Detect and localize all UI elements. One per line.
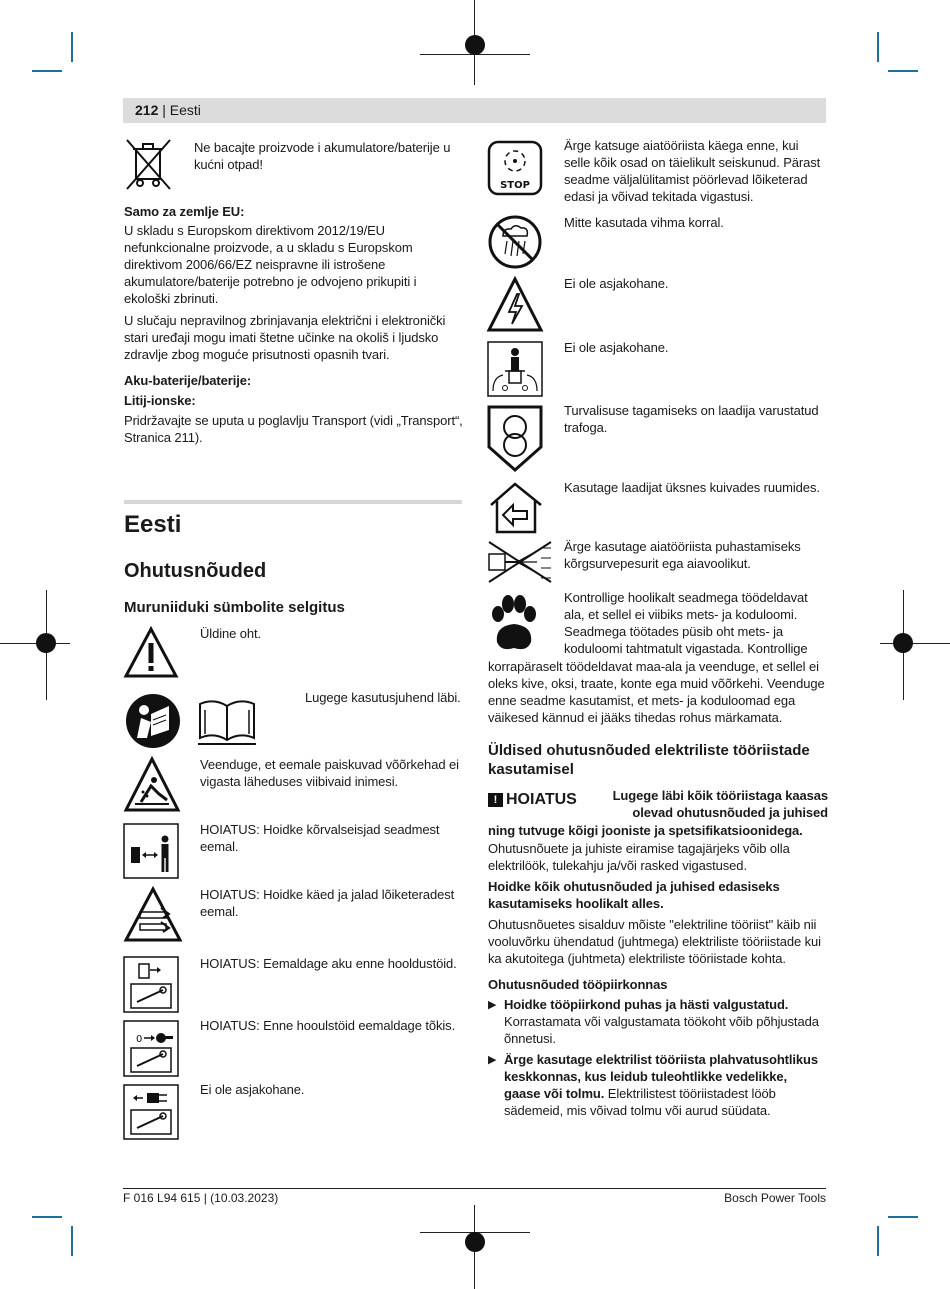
symbol-text: Kasutage laadijat üksnes kuivades ruumides. bbox=[564, 480, 820, 495]
symbol-text: Ärge katsuge aiatööriista käega enne, kui selle kõik osad on täielikult seiskunud. Pärast seadme väljalülitamist pöörlevad lõiketerad edasi ja võivad tekitada vigastusi. bbox=[564, 138, 821, 204]
electric-hazard-icon bbox=[486, 276, 544, 334]
register-dot bbox=[465, 35, 485, 55]
crop-mark bbox=[888, 1216, 918, 1218]
crop-mark bbox=[32, 1216, 62, 1218]
warning-triangle-icon bbox=[123, 626, 179, 680]
eu-heading: Samo za zemlje EU: bbox=[124, 204, 245, 219]
symbol-text: Ei ole asjakohane. bbox=[564, 340, 669, 355]
register-line bbox=[0, 643, 70, 644]
blade-hazard-icon bbox=[123, 886, 183, 944]
no-rain-icon bbox=[487, 214, 543, 270]
crop-mark bbox=[877, 1226, 879, 1256]
lithium-heading: Litij-ionske: bbox=[124, 393, 196, 408]
warning-text: Ohutusnõuete ja juhiste eiramise tagajärjeks võib olla elektrilöök, tulekahju ja/või rasked vigastused. bbox=[488, 841, 790, 873]
crop-mark bbox=[877, 32, 879, 62]
term-definition-text: Ohutusnõuetes sisalduv mõiste "elektriline tööriist" käib nii vooluvõrku ühendatud (juhtmega) elektriliste tööriistade kui ka akutoitega (juhtmeta) elektriliste tööriistade kohta. bbox=[488, 917, 821, 966]
warning-label: ! HOIATUS bbox=[488, 791, 577, 809]
warning-icon: ! bbox=[488, 793, 503, 807]
crop-mark bbox=[888, 70, 918, 72]
symbol-text: Mitte kasutada vihma korral. bbox=[564, 215, 724, 230]
crop-mark bbox=[71, 32, 73, 62]
page-title: Eesti bbox=[124, 511, 182, 538]
symbols-title: Muruniiduki sümbolite selgitus bbox=[124, 599, 345, 616]
unplug-icon bbox=[123, 1084, 179, 1140]
operator-zone-icon bbox=[487, 341, 543, 397]
warning-bold-text: Lugege läbi kõik tööriistaga kaasas olevad ohutusnõuded ja juhised bbox=[612, 788, 828, 820]
page-number: 212 bbox=[135, 102, 159, 118]
crossed-bin-icon bbox=[124, 137, 174, 192]
general-safety-heading: Üldised ohutusnõuded elektriliste tööriistade kasutamisel bbox=[488, 742, 810, 778]
symbol-text: HOIATUS: Hoidke käed ja jalad lõiketeradest eemal. bbox=[200, 887, 455, 919]
register-dot bbox=[893, 633, 913, 653]
symbol-text: Ei ole asjakohane. bbox=[564, 276, 669, 291]
brand-name: Bosch Power Tools bbox=[724, 1191, 826, 1205]
battery-heading: Aku-baterije/baterije: bbox=[124, 373, 252, 388]
bullet-icon: ▶ bbox=[488, 1054, 497, 1066]
register-line bbox=[880, 643, 950, 644]
section-rule bbox=[124, 500, 462, 504]
svg-text:STOP: STOP bbox=[500, 180, 530, 191]
symbol-text: HOIATUS: Eemaldage aku enne hooldustöid. bbox=[200, 956, 457, 971]
register-dot bbox=[465, 1232, 485, 1252]
symbol-text: Turvalisuse tagamiseks on laadija varustatud trafoga. bbox=[564, 403, 819, 435]
remove-battery-icon bbox=[123, 956, 179, 1013]
bullet-icon: ▶ bbox=[488, 999, 497, 1011]
indoor-use-icon bbox=[487, 481, 545, 535]
register-dot bbox=[36, 633, 56, 653]
disposal-text: Ne bacajte proizvode i akumulatore/baterije u kućni otpad! bbox=[194, 140, 451, 172]
read-manual-icon bbox=[123, 692, 185, 750]
page-header: 212 | Eesti bbox=[123, 98, 826, 123]
eu-paragraph: U skladu s Europskom direktivom 2012/19/EU nefunkcionalne proizvode, a u skladu s Europskom direktivom 2006/66/EZ neispravne ili istrošene akumulatore/baterije potrebno je odvojeno prikupiti i ekološki zbrinuti. bbox=[124, 223, 417, 306]
page-footer bbox=[123, 1188, 826, 1205]
bullet-item: Ärge kasutage elektrilist tööriista plahvatusohtlikus keskkonnas, kus leidub tuleohtlikke vedelikke, gaase või tolmu. Elektrilistest tööriistadest lööb sädemeid, mis võivad tolmu või aurud süüdata. bbox=[504, 1052, 819, 1118]
paw-print-icon bbox=[487, 592, 541, 654]
remove-key-icon bbox=[123, 1020, 179, 1077]
symbol-text: Ärge kasutage aiatööriista puhastamiseks kõrgsurvepesurit ega aiavoolikut. bbox=[564, 539, 801, 571]
safety-title: Ohutusnõuded bbox=[124, 560, 267, 582]
open-book-icon bbox=[196, 696, 258, 748]
stop-rotation-icon bbox=[487, 140, 543, 196]
keep-distance-icon bbox=[123, 823, 179, 879]
keep-instructions-heading: Hoidke kõik ohutusnõuded ja juhised edasiseks kasutamiseks hoolikalt alles. bbox=[488, 879, 780, 911]
symbol-text: HOIATUS: Enne hooulstöid eemaldage tõkis. bbox=[200, 1018, 456, 1033]
symbol-text: Ei ole asjakohane. bbox=[200, 1082, 305, 1097]
animal-text: Kontrollige hoolikalt seadmega töödeldavat ala, et sellel ei viibiks mets- ja koduloomi. Seadmega töötades püsib oht mets- ja koduloomi tahtmatult vigastada. Kontrollige bbox=[564, 590, 808, 656]
warning-bold-text-cont: ning tutvuge kõigi jooniste ja spetsifikatsioonidega. bbox=[488, 823, 803, 838]
safety-transformer-icon bbox=[486, 403, 544, 473]
crop-mark bbox=[32, 70, 62, 72]
no-pressure-washer-icon bbox=[487, 540, 553, 584]
symbol-text: Veenduge, et eemale paiskuvad võõrkehad ei vigasta läheduses viibivaid inimesi. bbox=[200, 757, 459, 789]
workplace-heading: Ohutusnõuded tööpiirkonnas bbox=[488, 977, 668, 992]
flying-objects-icon bbox=[123, 756, 181, 814]
animal-text-cont: korrapäraselt töödeldavat maa-ala ja veenduge, et sellel ei oleks kive, oksi, traate, konte ega muid võõrkehi. Veenduge enne seadme kasutamist, et mets- ja koduloomad ega väikesed kännud ei jääks tihedas rohus märkamata. bbox=[488, 659, 825, 725]
doc-reference: F 016 L94 615 | (10.03.2023) bbox=[123, 1191, 279, 1205]
section-name: Eesti bbox=[169, 102, 201, 118]
symbol-text: Lugege kasutusjuhend läbi. bbox=[305, 690, 461, 705]
symbol-text: HOIATUS: Hoidke kõrvalseisjad seadmest eemal. bbox=[200, 822, 440, 854]
svg-text:0: 0 bbox=[136, 1034, 143, 1045]
bullet-item: Hoidke tööpiirkond puhas ja hästi valgustatud. Korrastamata või valgustamata töökoht võib põhjustada õnnetusi. bbox=[504, 997, 819, 1046]
eu-paragraph-2: U slučaju nepravilnog zbrinjavanja električni i elektronički stari uređaji mogu imati štetne učinke na okoliš i ljudsko zdravlje zbog moguće prisutnosti opasnih tvari. bbox=[124, 313, 446, 362]
symbol-text: Üldine oht. bbox=[200, 626, 262, 641]
crop-mark bbox=[71, 1226, 73, 1256]
transport-text: Pridržavajte se uputa u poglavlju Transport (vidi „Transport“, Stranica 211). bbox=[124, 413, 463, 445]
